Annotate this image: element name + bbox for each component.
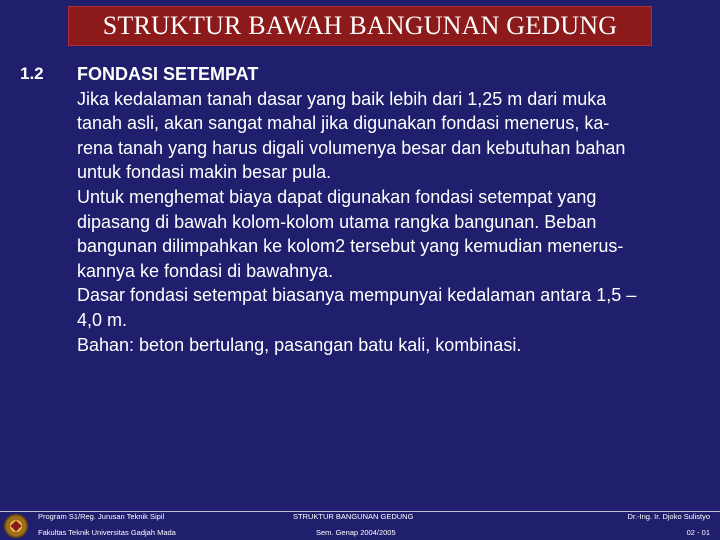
footer-page-number: 02 - 01 xyxy=(686,528,710,537)
section-heading: FONDASI SETEMPAT xyxy=(77,64,259,84)
university-logo-icon xyxy=(4,514,28,538)
paragraph-2: Untuk menghemat biaya dapat digunakan fondasi setempat yang dipasang di bawah kolom-kolom utama rangka bangunan. Beban bangunan dilimpahkan ke kolom2 tersebut yang kemudian menerus- kannya ke fondasi di bawahnya. xyxy=(77,186,624,281)
footer-faculty: Fakultas Teknik Universitas Gadjah Mada xyxy=(38,528,176,537)
paragraph-1: Jika kedalaman tanah dasar yang baik lebih dari 1,25 m dari muka tanah asli, akan sangat mahal jika digunakan fondasi menerus, ka- rena tanah yang harus digali volumenya besar dan kebutuhan bahan untuk fondasi makin besar pula. xyxy=(77,88,626,183)
footer-author: Dr.-Ing. Ir. Djoko Sulistyo xyxy=(627,512,710,521)
title-banner xyxy=(68,6,652,46)
footer-semester: Sem. Genap 2004/2005 xyxy=(316,528,396,537)
section-number: 1.2 xyxy=(20,64,44,83)
logo-emblem-icon xyxy=(10,520,21,531)
slide-content xyxy=(77,62,707,357)
paragraph-4: Bahan: beton bertulang, pasangan batu kali, kombinasi. xyxy=(77,334,522,355)
footer-program: Program S1/Reg. Jurusan Teknik Sipil xyxy=(38,512,165,521)
paragraph-3: Dasar fondasi setempat biasanya mempunyai kedalaman antara 1,5 – 4,0 m. xyxy=(77,285,637,330)
slide-title: STRUKTUR BAWAH BANGUNAN GEDUNG xyxy=(102,11,618,40)
footer-course: STRUKTUR BANGUNAN GEDUNG xyxy=(293,512,414,521)
